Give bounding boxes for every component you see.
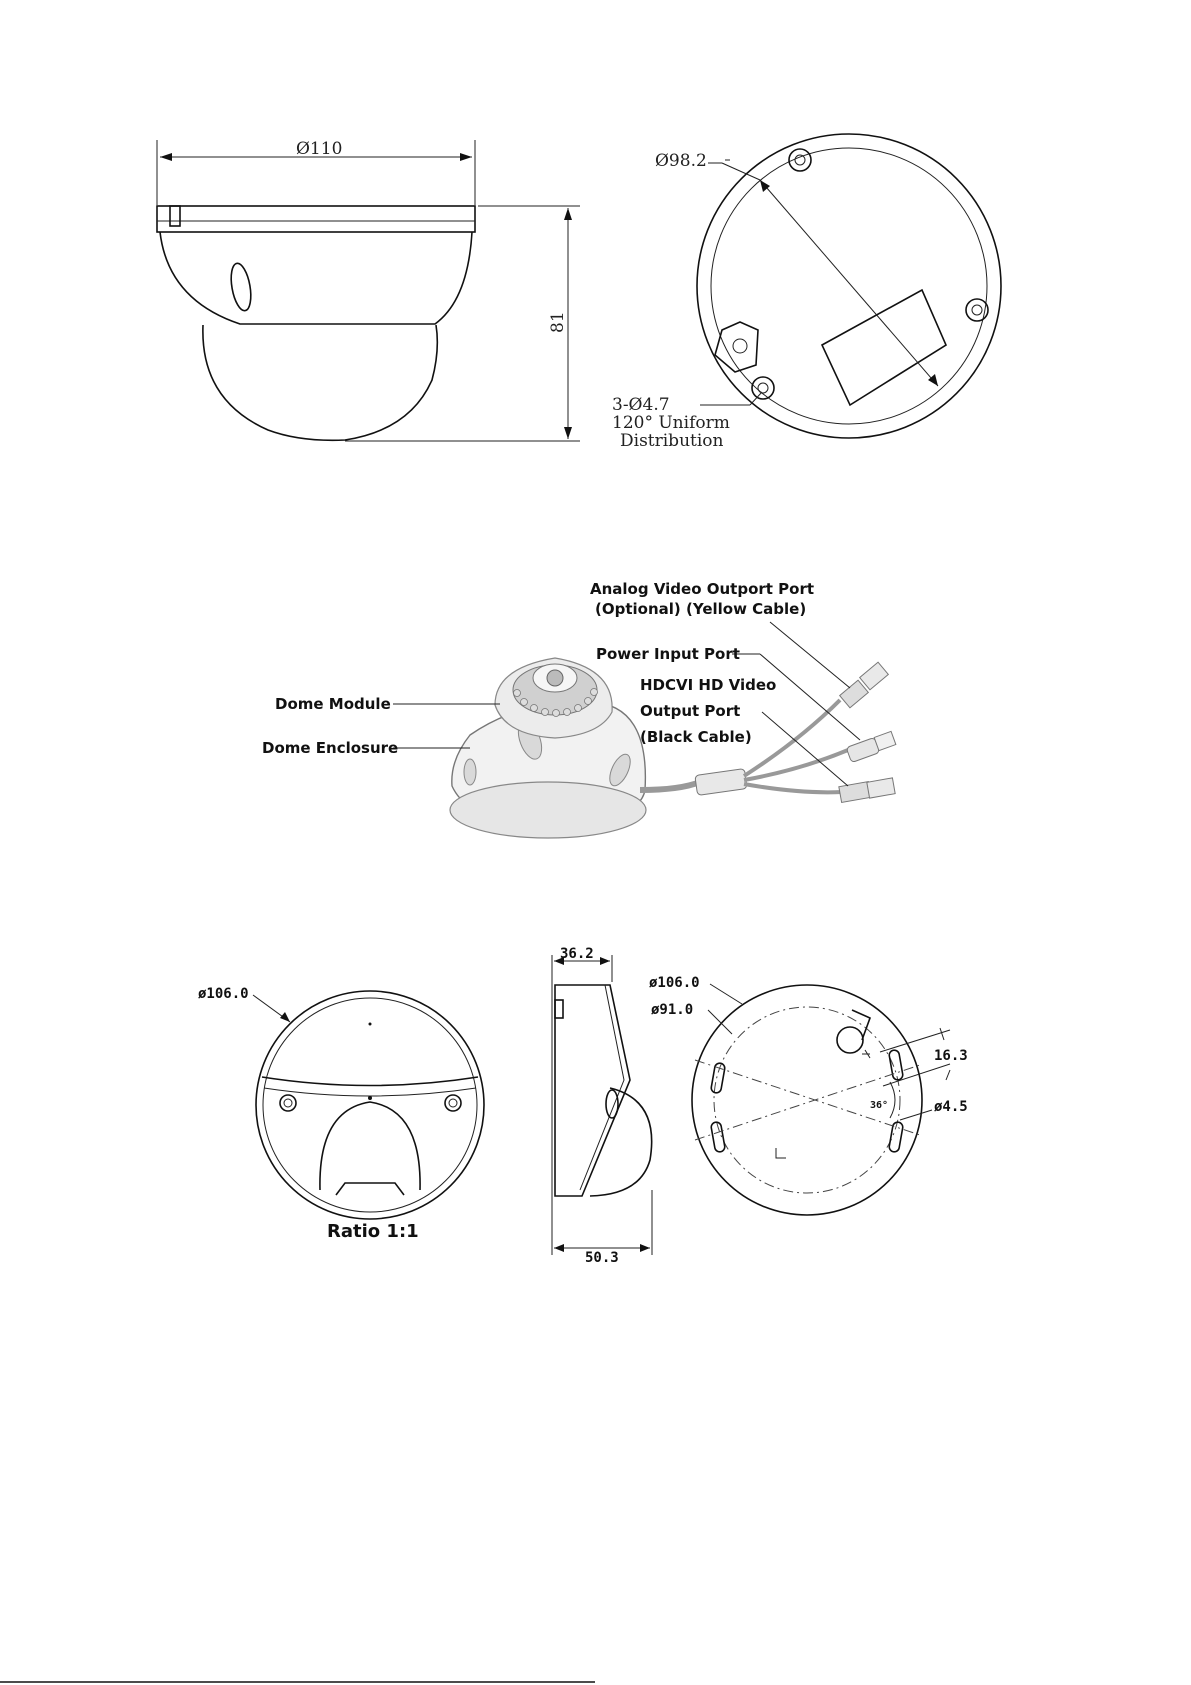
- label-dome-module: Dome Module: [275, 695, 391, 713]
- holes-label: 3-Ø4.7: [612, 395, 670, 415]
- side-bottom-dim: 50.3: [585, 1250, 619, 1266]
- bottom-base-view: [649, 975, 968, 1215]
- base-hole-label: ø4.5: [934, 1099, 968, 1115]
- label-analog-2: (Optional) (Yellow Cable): [595, 600, 807, 618]
- base-slot-label: 16.3: [934, 1048, 968, 1064]
- top-height-label: 81: [548, 311, 568, 333]
- base-inner-label: ø91.0: [651, 1002, 694, 1018]
- label-analog-1: Analog Video Outport Port: [590, 580, 815, 598]
- label-hdcvi-1: HDCVI HD Video: [640, 676, 777, 694]
- ratio-label: Ratio 1:1: [327, 1221, 419, 1242]
- base-outer-label: ø106.0: [649, 975, 700, 991]
- label-hdcvi-2: Output Port: [640, 702, 741, 720]
- side-top-dim: 36.2: [560, 946, 594, 962]
- label-dome-enclosure: Dome Enclosure: [262, 739, 399, 757]
- base-angle-label: 36°: [870, 1100, 889, 1111]
- holes-note-1: 120° Uniform: [612, 413, 730, 433]
- top-diameter-label: Ø110: [296, 139, 343, 159]
- top-base-view: [612, 134, 1001, 451]
- front-diameter-label: ø106.0: [198, 986, 249, 1002]
- label-hdcvi-3: (Black Cable): [640, 728, 752, 746]
- label-power: Power Input Port: [596, 645, 740, 663]
- bottom-side-view: [552, 946, 652, 1266]
- bottom-front-view: [198, 986, 484, 1242]
- base-diameter-label: Ø98.2: [655, 151, 707, 171]
- holes-note-2: Distribution: [620, 431, 724, 451]
- top-side-view: [157, 139, 580, 441]
- camera-illustration: [262, 580, 896, 838]
